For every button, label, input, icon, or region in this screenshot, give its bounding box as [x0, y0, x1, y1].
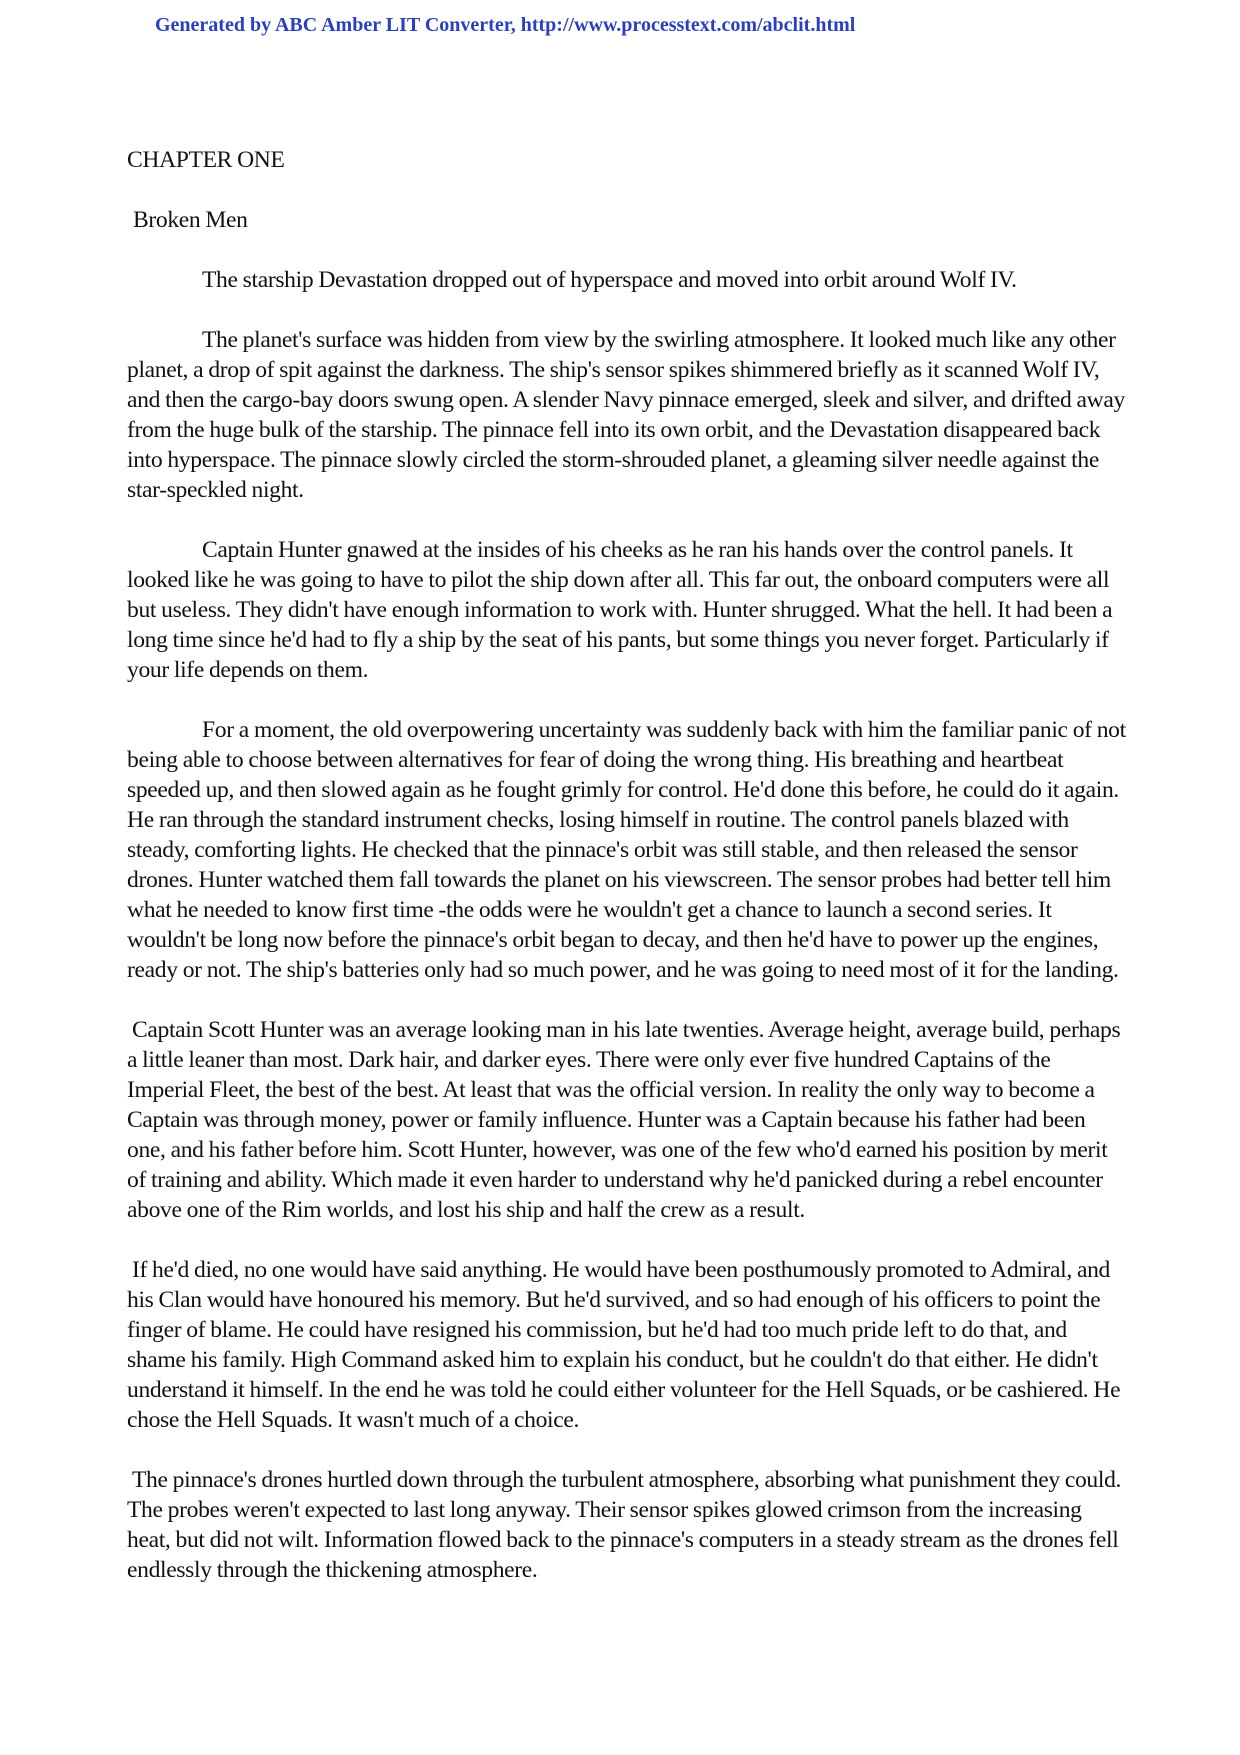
chapter-subtitle: Broken Men — [133, 207, 248, 233]
converter-header-link[interactable]: Generated by ABC Amber LIT Converter, http://www.processtext.com/abclit.html — [155, 14, 856, 36]
paragraph: The planet's surface was hidden from view by the swirling atmosphere. It looked much like any other planet, a drop of spit against the darkness. The ship's sensor spikes shimmered briefly as it scanned Wolf IV, and then the cargo-bay doors swung open. A slender Navy pinnace emerged, sleek and silver, and drifted away from the huge bulk of the starship. The pinnace fell into its own orbit, and the Devastation disappeared back into hyperspace. The pinnace slowly circled the storm-shrouded planet, a gleaming silver needle against the star-speckled night. — [127, 327, 1125, 503]
chapter-title: CHAPTER ONE — [127, 147, 285, 173]
paragraph: For a moment, the old overpowering uncertainty was suddenly back with him the familiar panic of not being able to choose between alternatives for fear of doing the wrong thing. His breathing and heartbeat speeded up, and then slowed again as he fought grimly for control. He'd done this before, he could do it again. He ran through the standard instrument checks, losing himself in routine. The control panels blazed with steady, comforting lights. He checked that the pinnace's orbit was still stable, and then released the sensor drones. Hunter watched them fall towards the planet on his viewscreen. The sensor probes had better tell him what he needed to know first time -the odds were he wouldn't get a chance to launch a second series. It wouldn't be long now before the pinnace's orbit began to decay, and then he'd have to power up the engines, ready or not. The ship's batteries only had so much power, and he was going to need most of it for the landing. — [127, 717, 1126, 983]
paragraph: Captain Scott Hunter was an average looking man in his late twenties. Average height, average build, perhaps a little leaner than most. Dark hair, and darker eyes. There were only ever five hundred Captains of the Imperial Fleet, the best of the best. At least that was the official version. In reality the only way to become a Captain was through money, power or family influence. Hunter was a Captain because his father had been one, and his father before him. Scott Hunter, however, was one of the few who'd earned his position by merit of training and ability. Which made it even harder to understand why he'd panicked during a rebel encounter above one of the Rim worlds, and lost his ship and half the crew as a result. — [127, 1017, 1121, 1223]
paragraph: Captain Hunter gnawed at the insides of his cheeks as he ran his hands over the control panels. It looked like he was going to have to pilot the ship down after all. This far out, the onboard computers were all but useless. They didn't have enough information to work with. Hunter shrugged. What the hell. It had been a long time since he'd had to fly a ship by the seat of his pants, but some things you never forget. Particularly if your life depends on them. — [127, 537, 1113, 683]
document-body — [127, 145, 1127, 1615]
paragraph: The starship Devastation dropped out of hyperspace and moved into orbit around Wolf IV. — [202, 267, 1017, 293]
paragraph: If he'd died, no one would have said anything. He would have been posthumously promoted to Admiral, and his Clan would have honoured his memory. But he'd survived, and so had enough of his officers to point the finger of blame. He could have resigned his commission, but he'd had too much pride left to do that, and shame his family. High Command asked him to explain his conduct, but he couldn't do that either. He didn't understand it himself. In the end he was told he could either volunteer for the Hell Squads, or be cashiered. He chose the Hell Squads. It wasn't much of a choice. — [127, 1257, 1121, 1433]
paragraph: The pinnace's drones hurtled down through the turbulent atmosphere, absorbing what punishment they could. The probes weren't expected to last long anyway. Their sensor spikes glowed crimson from the increasing heat, but did not wilt. Information flowed back to the pinnace's computers in a steady stream as the drones fell endlessly through the thickening atmosphere. — [127, 1467, 1122, 1583]
